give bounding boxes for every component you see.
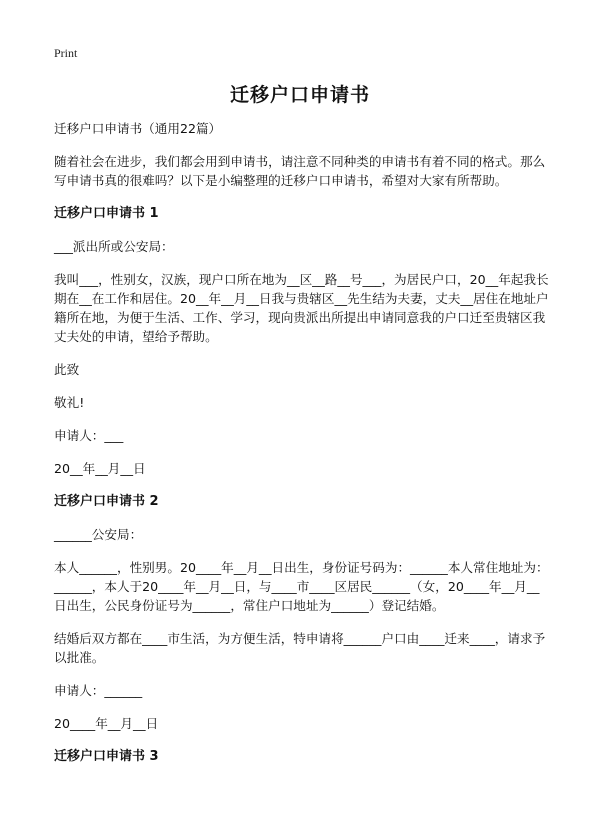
section-1-body: 我叫___，性别女，汉族，现户口所在地为__区__路__号___，为居民户口，20__年起我长期在__在工作和居住。20__年__月__日我与贵辖区__先生结为夫妻，丈夫__居住在地址户籍所在地，为便于生活、工作、学习，现向贵派出所提出申请同意我的户口迁至贵辖区我丈夫处的申请，望给予帮助。 [54,272,549,344]
section-heading-3: 迁移户口申请书 3 [54,749,159,764]
section-1-closing-2: 敬礼! [54,395,85,410]
section-2-body: 本人______，性别男。20____年__月__日出生，身份证号码为：______本人常住地址为：______，本人于20____年__月__日，与____市____区居民______（女，20____年__月__日出生，公民身份证号为______，常住户口地址为______）登记结婚。 [54,560,549,613]
section-heading-1: 迁移户口申请书 1 [54,206,159,221]
print-link[interactable]: Print [54,46,78,60]
section-2-body-2: 结婚后双方都在____市生活，为方便生活，特申请将______户口由____迁来____，请求予以批准。 [54,631,546,665]
section-2-addressee: ______公安局： [54,527,143,542]
section-2-applicant: 申请人：______ [54,683,143,698]
section-1-closing-1: 此致 [54,362,80,377]
page-title: 迁移户口申请书 [229,84,370,106]
document-subtitle: 迁移户口申请书（通用22篇） [54,121,222,136]
section-1-date: 20__年__月__日 [54,461,146,476]
section-1-addressee: ___派出所或公安局： [54,239,174,254]
section-1-applicant: 申请人：___ [54,428,124,443]
section-heading-2: 迁移户口申请书 2 [54,494,159,509]
document-body [54,119,550,780]
intro-paragraph: 随着社会在进步，我们都会用到申请书，请注意不同种类的申请书有着不同的格式。那么写申请书真的很难吗？以下是小编整理的迁移户口申请书，希望对大家有所帮助。 [54,154,546,188]
section-2-date: 20____年__月__日 [54,716,159,731]
